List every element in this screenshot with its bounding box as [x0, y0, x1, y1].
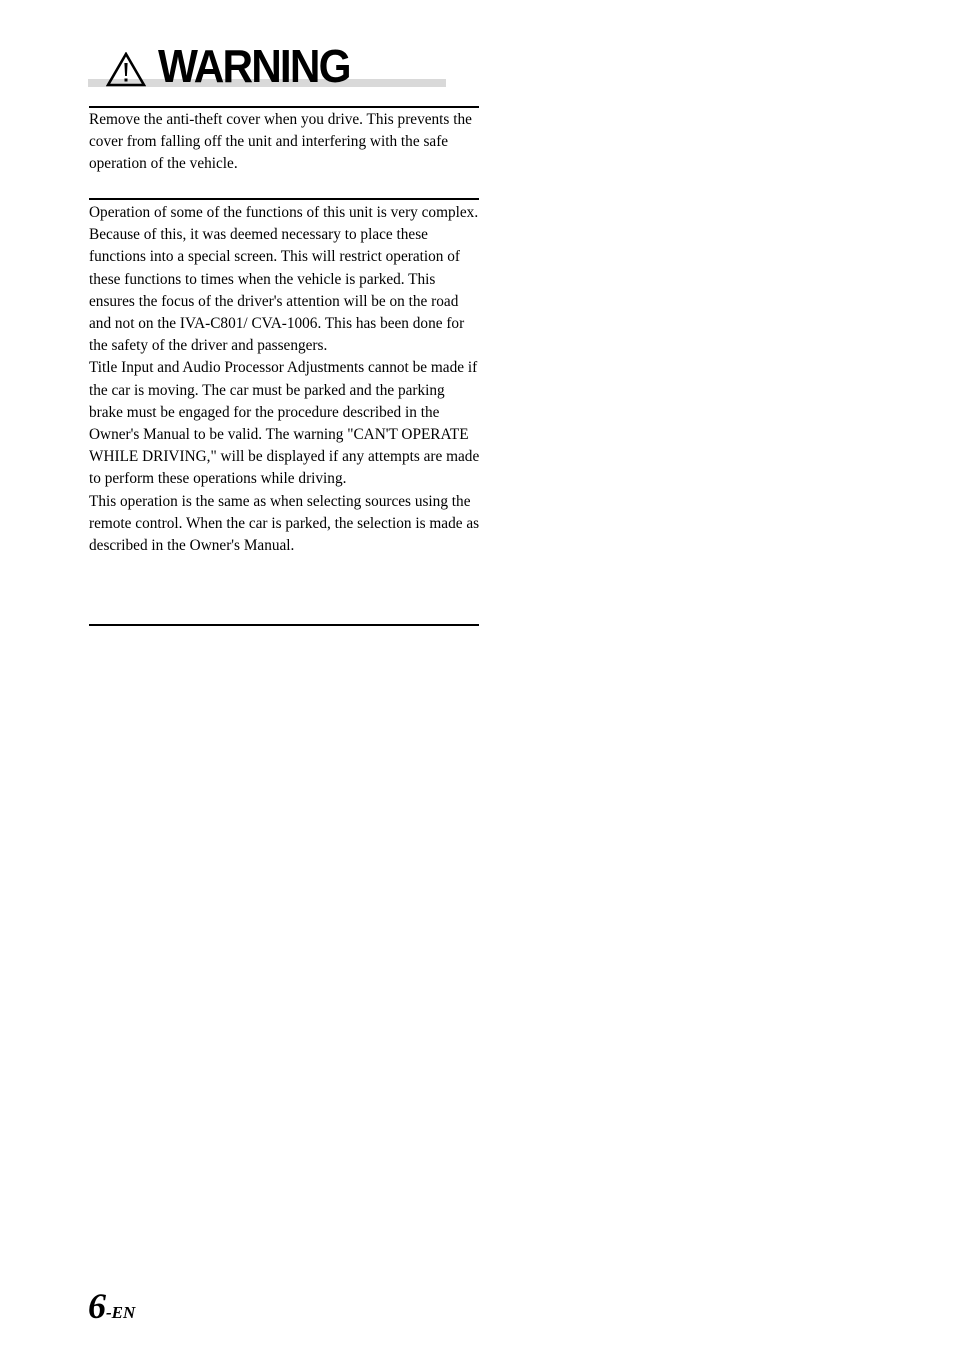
- paragraph: This operation is the same as when selecting sources using the remote control. When the car is parked, the selection is made as described in the Owner's Manual.: [89, 492, 480, 555]
- page-number: [88, 1284, 135, 1328]
- warning-triangle-icon: [106, 52, 146, 88]
- warning-item-anti-theft: [89, 109, 481, 176]
- section-divider: [89, 198, 479, 200]
- section-divider: [89, 624, 479, 626]
- page-number-digit: 6: [88, 1286, 106, 1326]
- warning-item-restricted-functions: [89, 202, 481, 557]
- paragraph: Title Input and Audio Processor Adjustments cannot be made if the car is moving. The car must be parked and the parking brake must be engaged for the procedure described in the Owner's Manual to be valid. The warning "CAN'T OPERATE WHILE DRIVING," will be displayed if any attempts are made to perform these operations while driving.: [89, 359, 480, 488]
- paragraph: Remove the anti-theft cover when you drive. This prevents the cover from falling off the unit and interfering with the safe operation of the vehicle.: [89, 111, 472, 173]
- page-language-suffix: -EN: [106, 1303, 136, 1322]
- paragraph: Operation of some of the functions of this unit is very complex. Because of this, it was deemed necessary to place these functions into a special screen. This will restrict operation of these functions to times when the vehicle is parked. This ensures the focus of the driver's attention will be on the road and not on the IVA-C801/ CVA-1006. This has been done for the safety of the driver and passengers.: [89, 204, 479, 355]
- heading-title: WARNING: [158, 40, 350, 92]
- section-divider: [89, 106, 479, 108]
- warning-heading: [88, 40, 448, 94]
